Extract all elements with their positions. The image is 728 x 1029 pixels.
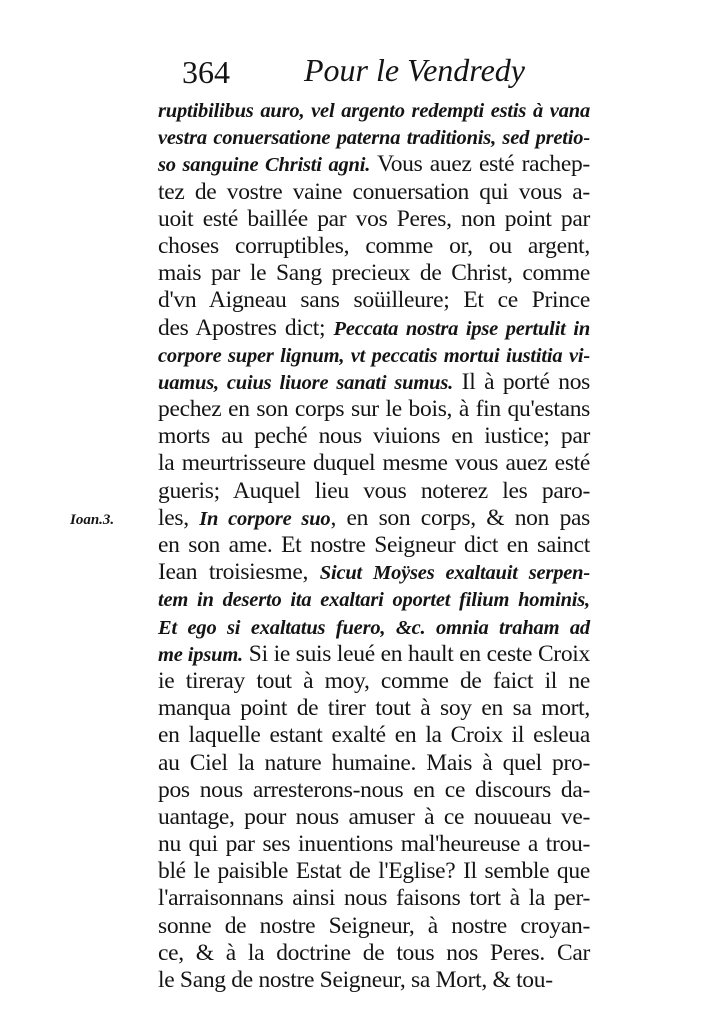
text-line [158,640,590,667]
page-number: 364 [182,54,230,90]
french-text-segment: en son ame. Et nostre Seigneur dict en sainct [158,532,590,558]
french-text-segment: Iean troisiesme, [158,559,320,586]
latin-quote-segment: tem in deserto ita exaltari oportet filium hominis, [158,589,590,612]
french-text-segment: sonne de nostre Seigneur, à nostre croyan- [158,912,590,939]
text-line [158,939,590,966]
text-line [158,912,590,939]
body-text [158,96,590,993]
text-line [158,96,590,123]
french-text-segment: mais par le Sang precieux de Christ, comme [158,260,590,287]
text-line [158,286,590,313]
latin-quote-segment: Sicut Moÿses exaltauit serpen- [319,562,590,585]
french-text-segment: Si ie suis leué en hault en ceste Croix [243,640,590,667]
french-text-segment: Il à porté nos [453,368,591,395]
latin-quote-segment: so sanguine Christi agni. [158,154,371,177]
text-line [158,259,590,286]
running-title: Pour le Vendredy [304,52,525,88]
text-line [158,368,590,395]
french-text-segment: , en son corps, & non pas [330,504,590,531]
french-text-segment: au Ciel la nature humaine. Mais à quel pro- [158,749,590,776]
text-line [158,150,590,177]
text-line [158,449,590,476]
french-text-segment: des Apostres dict; [158,314,334,341]
french-text-segment: blé le paisible Estat de l'Eglise? Il semble que [158,858,590,885]
french-text-segment: Vous auez esté rachep- [370,151,590,178]
french-text-segment: tez de vostre vaine conuersation qui vous a- [158,178,590,205]
latin-quote-segment: Peccata nostra ipse pertulit in [333,317,591,340]
margin-note: Ioan.3. [70,512,115,528]
latin-quote-segment: me ipsum. [158,643,243,666]
text-line [158,803,590,830]
latin-quote-segment: uamus, cuius liuore sanati sumus. [158,371,454,394]
text-line [158,694,590,721]
latin-quote-segment: Et ego si exaltatus fuero, &c. omnia traham ad [158,616,590,639]
text-line [158,477,590,504]
french-text-segment: d'vn Aigneau sans soüilleure; Et ce Prince [158,287,590,314]
latin-quote-segment: vestra conuersatione paterna traditionis, sed pretio- [158,127,590,150]
text-line [158,884,590,911]
french-text-segment: uoit esté baillée par vos Peres, non point par [158,205,590,232]
text-line [158,585,590,612]
latin-quote-segment: ruptibilibus auro, vel argento redempti estis à vana [158,100,591,122]
text-line [158,205,590,232]
text-line [158,966,590,993]
text-line [158,558,590,585]
latin-quote-segment: corpore super lignum, vt peccatis mortui iustitia vi- [158,344,590,367]
text-line [158,613,590,640]
french-text-segment: pos nous arresterons-nous en ce discours da- [158,776,590,803]
latin-quote-segment: In corpore suo [199,507,331,530]
french-text-segment: morts au peché nous viuions en iustice; par [158,423,591,450]
text-line [158,830,590,857]
french-text-segment: nu qui par ses inuentions mal'heureuse a trou- [158,831,590,858]
text-line [158,667,590,694]
text-line [158,749,590,776]
french-text-segment: gueris; Auquel lieu vous noterez les paro- [158,477,591,504]
french-text-segment: ce, & à la doctrine de tous nos Peres. Car [158,939,590,966]
french-text-segment: les, [158,504,200,531]
french-text-segment: en laquelle estant exalté en la Croix il esleua [158,722,591,749]
french-text-segment: manqua point de tirer tout à soy en sa mort, [158,695,590,722]
french-text-segment: pechez en son corps sur le bois, à fin qu'estans [158,396,591,423]
french-text-segment: le Sang de nostre Seigneur, sa Mort, & tou- [158,967,553,993]
french-text-segment: choses corruptibles, comme or, ou argent, [158,232,590,259]
text-line [158,531,590,558]
text-line [158,178,590,205]
text-line [158,504,590,531]
text-line [158,776,590,803]
text-line [158,721,590,748]
running-head [182,46,592,96]
text-line [158,857,590,884]
french-text-segment: la meurtrisseure duquel mesme vous auez esté [158,450,591,477]
french-text-segment: l'arraisonnans ainsi nous faisons tort à la per- [158,885,591,912]
text-line [158,341,590,368]
text-line [158,395,590,422]
text-line [158,123,590,150]
text-line [158,422,590,449]
text-line [158,314,590,341]
text-line [158,232,590,259]
french-text-segment: ie tireray tout à moy, comme de faict il ne [158,667,590,694]
french-text-segment: uantage, pour nous amuser à ce nouueau ve- [158,803,590,830]
